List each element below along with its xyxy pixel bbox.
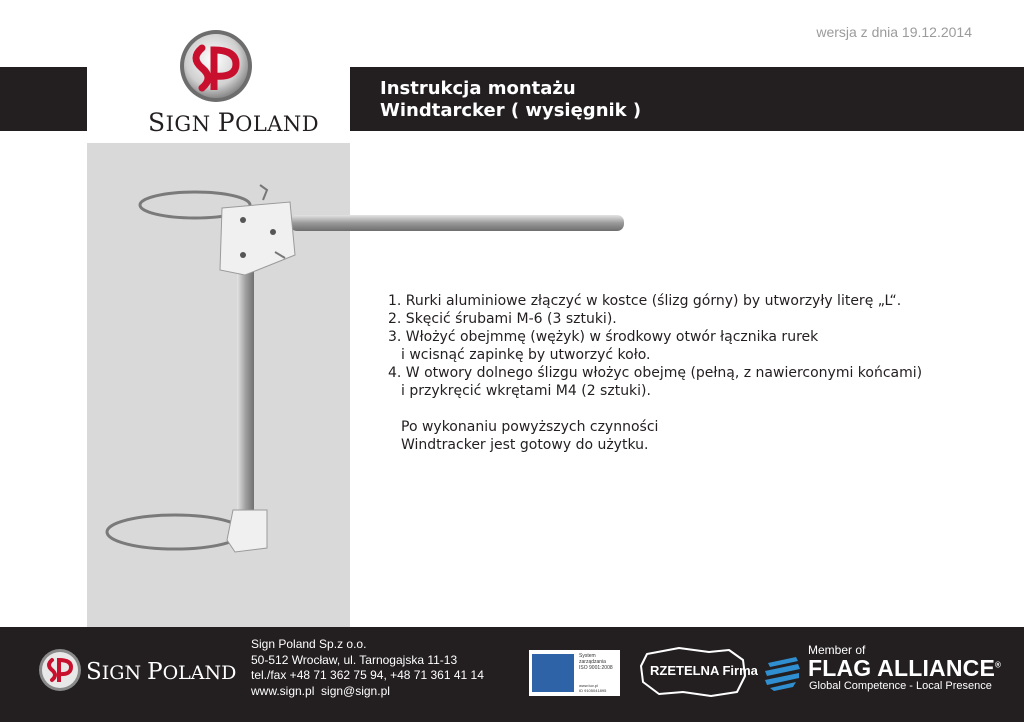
member-of-label: Member of bbox=[808, 643, 866, 657]
company-web-email[interactable]: www.sign.pl sign@sign.pl bbox=[251, 683, 390, 698]
flag-alliance-title: FLAG ALLIANCE® bbox=[808, 655, 1002, 681]
title-line-1: Instrukcja montażu bbox=[380, 78, 576, 99]
flag-alliance-globe-icon bbox=[762, 653, 802, 693]
header-band-left bbox=[0, 67, 87, 131]
step-4-continued: i przykręcić wkrętami M4 (2 sztuki). bbox=[401, 383, 651, 399]
step-4: 4. W otwory dolnego ślizgu włożyc obejmę (pełną, z nawierconymi końcami) bbox=[388, 365, 923, 381]
instructions bbox=[388, 292, 922, 454]
flag-alliance-tagline: Global Competence - Local Presence bbox=[809, 680, 992, 692]
step-3-continued: i wcisnąć zapinkę by utworzyć koło. bbox=[401, 347, 651, 363]
closing-line-2: Windtracker jest gotowy do użytku. bbox=[401, 437, 649, 453]
tuv-web: www.tuv.pl ID 9105041895 bbox=[579, 683, 607, 693]
company-phone: tel./fax +48 71 362 75 94, +48 71 361 41 14 bbox=[251, 668, 484, 682]
step-1: 1. Rurki aluminiowe złączyć w kostce (ślizg górny) by utworzyły literę „L“. bbox=[388, 293, 902, 309]
tuv-label: System zarządzania ISO 9001:2008 bbox=[579, 653, 613, 671]
step-3: 3. Włożyć obejmmę (wężyk) w środkowy otwór łącznika rurek bbox=[388, 329, 819, 345]
title-line-2: Windtarcker ( wysięgnik ) bbox=[380, 100, 642, 121]
tuv-logo-icon bbox=[532, 654, 574, 692]
version-date: wersja z dnia 19.12.2014 bbox=[816, 24, 972, 40]
company-info bbox=[251, 637, 484, 699]
closing-line-1: Po wykonaniu powyższych czynności bbox=[401, 419, 659, 435]
page-title bbox=[380, 78, 641, 122]
step-2: 2. Skęcić śrubami M-6 (3 sztuki). bbox=[388, 311, 617, 327]
tuv-certificate-badge bbox=[529, 650, 620, 696]
company-name: Sign Poland Sp.z o.o. bbox=[251, 637, 367, 651]
logo-wordmark: SIGN POLAND bbox=[148, 108, 320, 137]
rzetelna-firma-label: RZETELNA Firma bbox=[650, 663, 758, 678]
company-address: 50-512 Wrocław, ul. Tarnogajska 11-13 bbox=[251, 652, 458, 667]
footer-logo-icon bbox=[38, 648, 82, 692]
footer-logo-wordmark: SIGN POLAND bbox=[86, 659, 237, 685]
